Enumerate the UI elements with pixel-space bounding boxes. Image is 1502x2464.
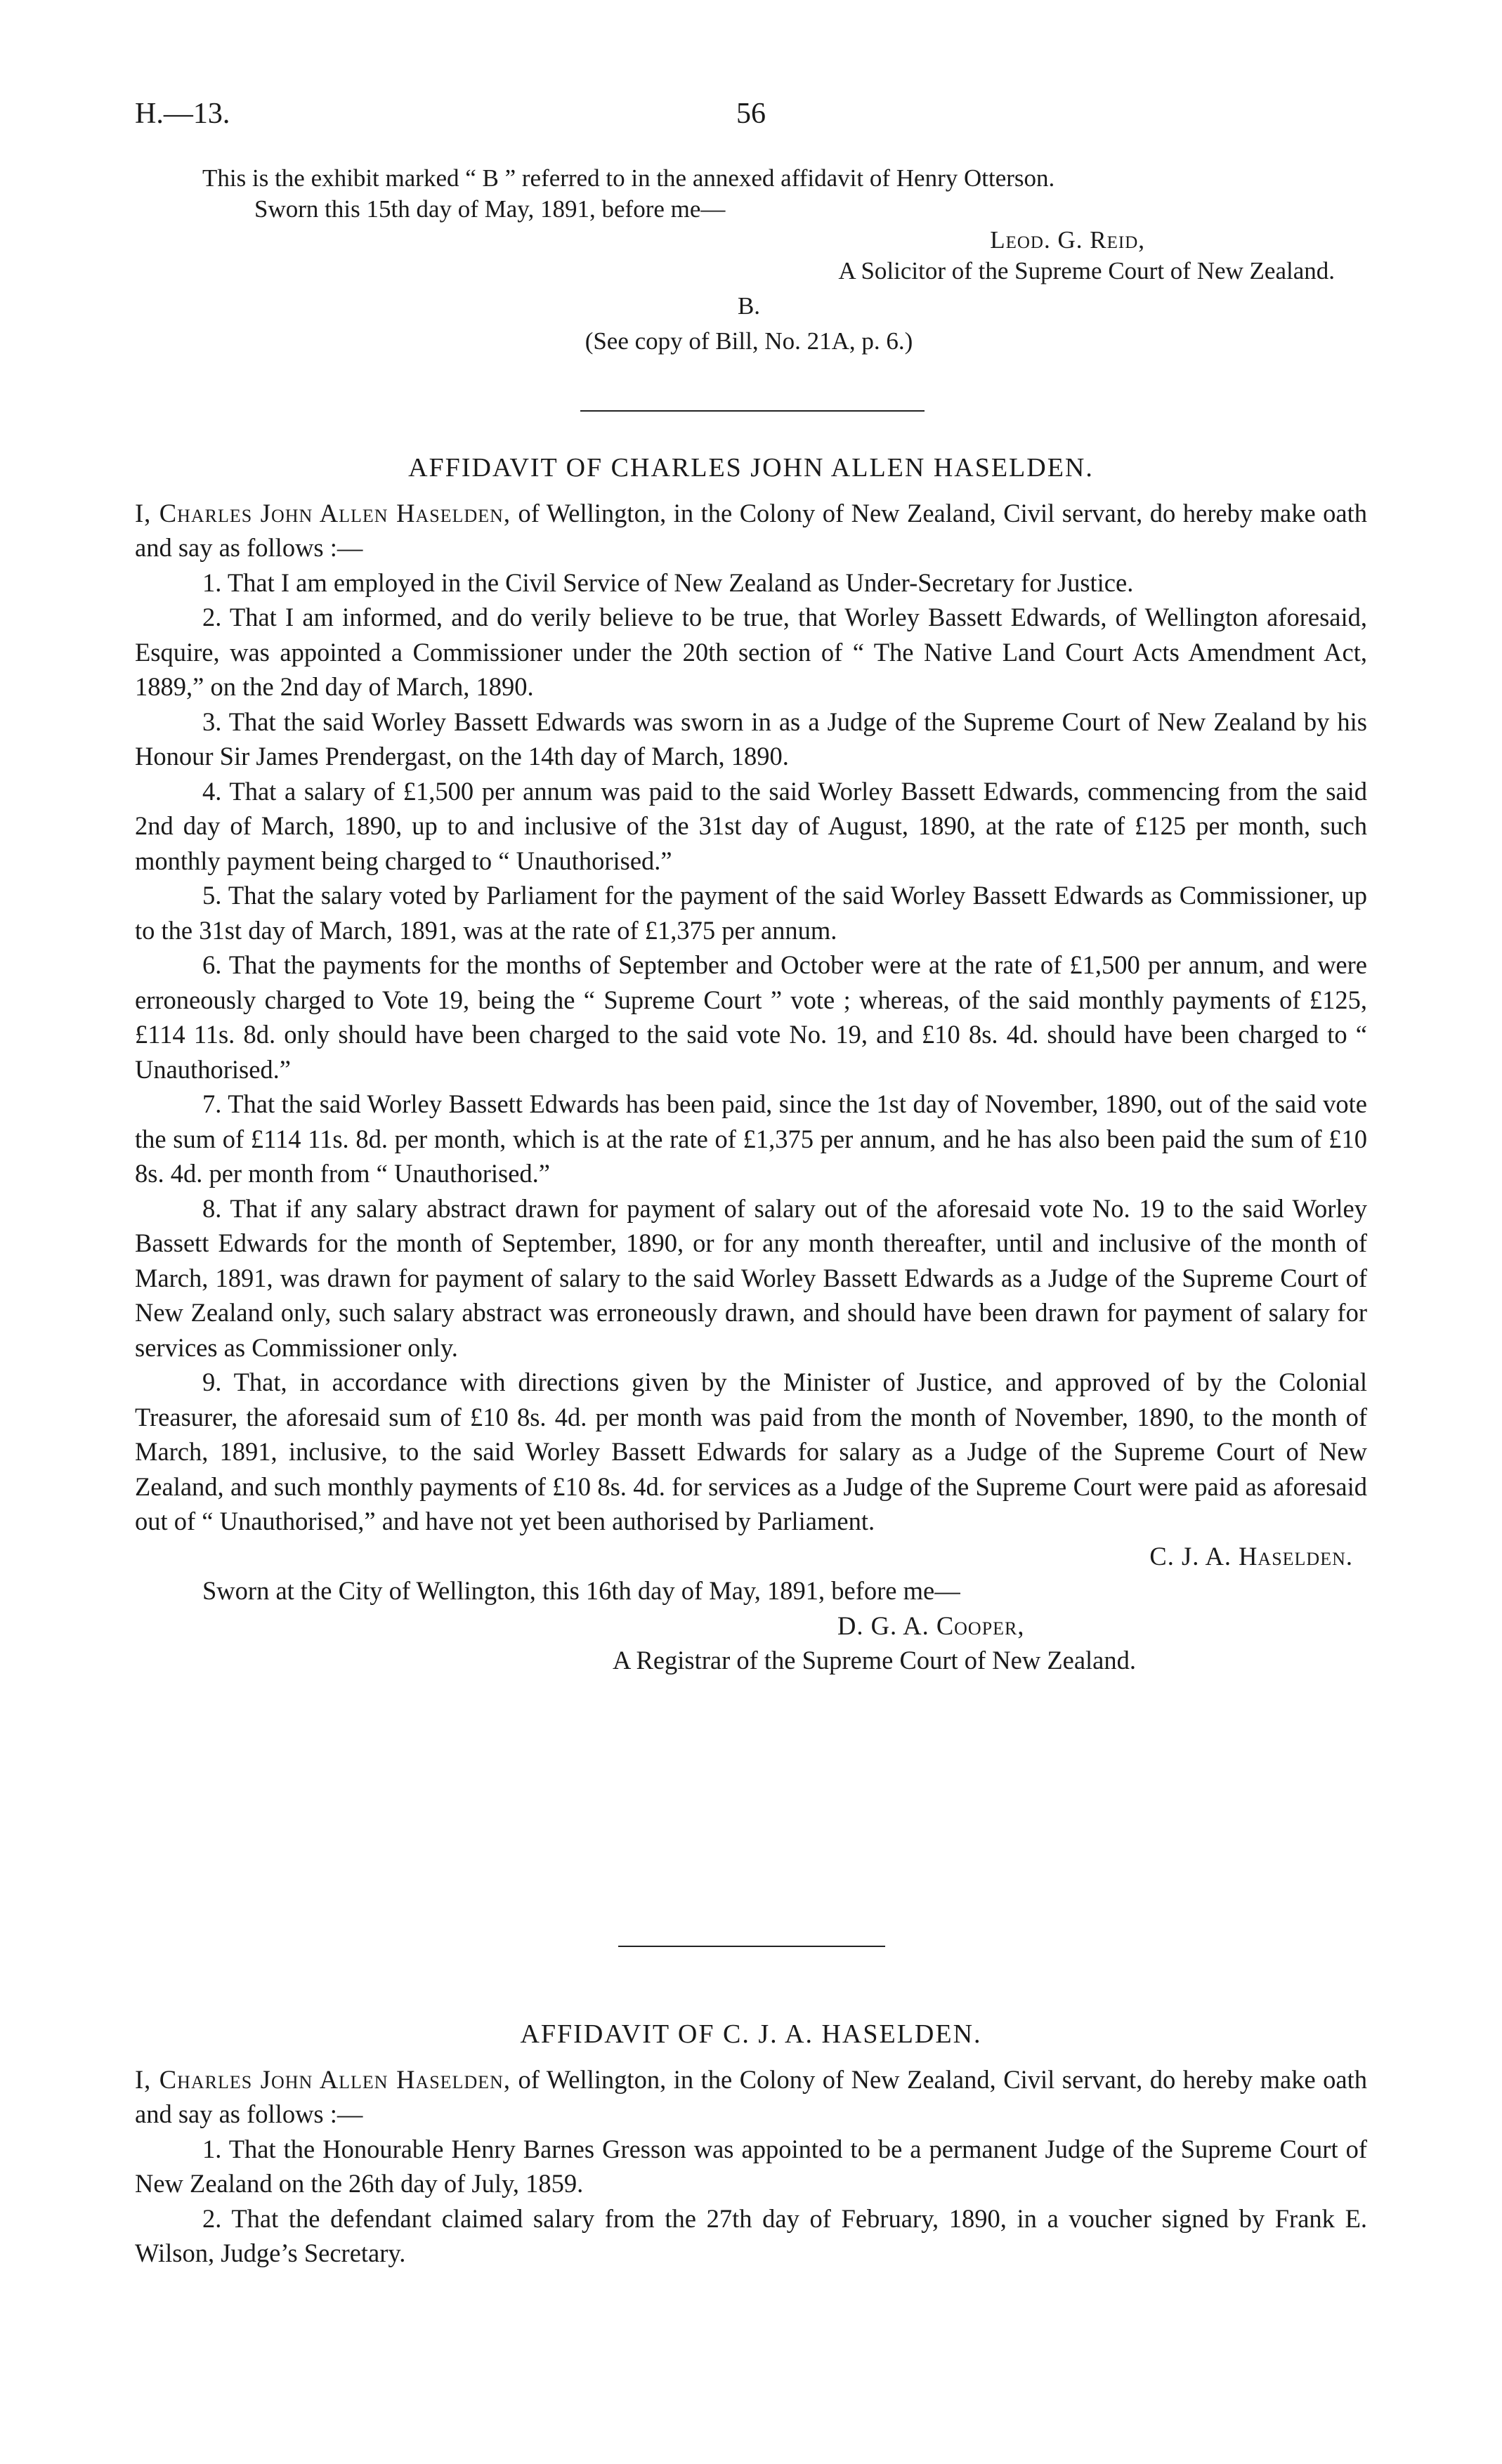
page-header <box>135 97 1367 139</box>
section-divider-2 <box>618 1946 885 1947</box>
paragraph-5: 5. That the salary voted by Parliament for the payment of the said Worley Bassett Edwards as Commissioner, up to the 31st day of March, 1891, was at the rate of £1,375 per annum. <box>135 881 1367 945</box>
deponent-signature: C. J. A. Haselden. <box>1149 1541 1353 1571</box>
page-number: 56 <box>736 98 766 130</box>
exhibit-note <box>135 163 1363 357</box>
deponent-name: I, Charles John Allen Haselden, <box>135 498 511 527</box>
paragraph-1: 1. That the Honourable Henry Barnes Gresson was appointed to be a permanent Judge of the Supreme Court of New Zealand on the 26th day of July, 1859. <box>135 2134 1367 2198</box>
paragraph-2: 2. That the defendant claimed salary from the 27th day of February, 1890, in a voucher signed by Frank E. Wilson, Judge’s Secretary. <box>135 2203 1367 2267</box>
deponent-name: I, Charles John Allen Haselden, <box>135 2064 511 2094</box>
affidavit-1-intro <box>135 496 1367 565</box>
paragraph-7: 7. That the said Worley Bassett Edwards has been paid, since the 1st day of November, 1890, out of the said vote the sum of £114 11s. 8d. per month, which is at the rate of £1,375 per annum, and he has also been paid the sum of £10 8s. 4d. per month from “ Unauthorised.” <box>135 1089 1367 1188</box>
exhibit-line-2: Sworn this 15th day of May, 1891, before me— <box>254 195 726 223</box>
witness-name: D. G. A. Cooper, <box>837 1611 1025 1640</box>
sworn-statement: Sworn at the City of Wellington, this 16th day of May, 1891, before me— <box>202 1576 960 1605</box>
exhibit-line-1: This is the exhibit marked “ B ” referred to in the annexed affidavit of Henry Otterson. <box>202 164 1055 192</box>
affidavit-2-intro <box>135 2062 1367 2132</box>
paragraph-6: 6. That the payments for the months of September and October were at the rate of £1,500 per annum, and were erroneously charged to Vote 19, being the “ Supreme Court ” vote ; whereas, of the said monthly payments of £125, £114 11s. 8d. only should have been charged to the said vote No. 19, and £10 8s. 4d. should have been charged to “ Unauthorised.” <box>135 950 1367 1084</box>
exhibit-signer: Leod. G. Reid, <box>990 226 1145 254</box>
affidavit-1-signature-block <box>135 1539 1367 1678</box>
affidavit-1 <box>135 451 1367 1678</box>
paragraph-3: 3. That the said Worley Bassett Edwards was sworn in as a Judge of the Supreme Court of New Zealand by his Honour Sir James Prendergast, on the 14th day of March, 1890. <box>135 707 1367 771</box>
paragraph-8: 8. That if any salary abstract drawn for payment of salary out of the aforesaid vote No. 19 to the said Worley Bassett Edwards for the month of September, 1890, or for any month thereafter, until and inclusive of the month of March, 1891, was drawn for payment of salary to the said Worley Bassett Edwards as a Judge of the Supreme Court of New Zealand only, such salary abstract was erroneously drawn, and should have been drawn for payment of salary for services as Commissioner only. <box>135 1193 1367 1362</box>
exhibit-signer-title: A Solicitor of the Supreme Court of New Zealand. <box>838 257 1335 284</box>
intro-text: of Wellington, in the Colony of New Zealand, Civil servant, do hereby make oath and say as follows :— <box>135 2064 1367 2128</box>
section-divider-1 <box>580 410 925 412</box>
affidavit-1-title: AFFIDAVIT OF CHARLES JOHN ALLEN HASELDEN. <box>408 453 1094 483</box>
intro-text: of Wellington, in the Colony of New Zealand, Civil servant, do hereby make oath and say as follows :— <box>135 498 1367 562</box>
paragraph-9: 9. That, in accordance with directions given by the Minister of Justice, and approved of by the Colonial Treasurer, the aforesaid sum of £10 8s. 4d. per month was paid from the month of November, 1890, to the month of March, 1891, inclusive, to the said Worley Bassett Edwards for salary as a Judge of the Supreme Court of New Zealand, and such monthly payments of £10 8s. 4d. for services as a Judge of the Supreme Court were paid as aforesaid out of “ Unauthorised,” and have not yet been authorised by Parliament. <box>135 1368 1367 1535</box>
affidavit-2-title: AFFIDAVIT OF C. J. A. HASELDEN. <box>520 2019 982 2049</box>
witness-title: A Registrar of the Supreme Court of New Zealand. <box>613 1646 1137 1675</box>
exhibit-letter: B. <box>737 292 761 320</box>
paragraph-1: 1. That I am employed in the Civil Service of New Zealand as Under-Secretary for Justice. <box>202 568 1134 597</box>
document-reference: H.—13. <box>135 98 230 130</box>
paragraph-4: 4. That a salary of £1,500 per annum was paid to the said Worley Bassett Edwards, commencing from the said 2nd day of March, 1890, up to and inclusive of the 31st day of August, 1890, at the rate of £125 per month, such monthly payment being charged to “ Unauthorised.” <box>135 776 1367 875</box>
paragraph-2: 2. That I am informed, and do verily believe to be true, that Worley Bassett Edwards, of Wellington aforesaid, Esquire, was appointed a Commissioner under the 20th section of “ The Native Land Court Acts Amendment Act, 1889,” on the 2nd day of March, 1890. <box>135 603 1367 701</box>
affidavit-2 <box>135 2017 1367 2271</box>
exhibit-bill-note: (See copy of Bill, No. 21A, p. 6.) <box>585 327 913 355</box>
